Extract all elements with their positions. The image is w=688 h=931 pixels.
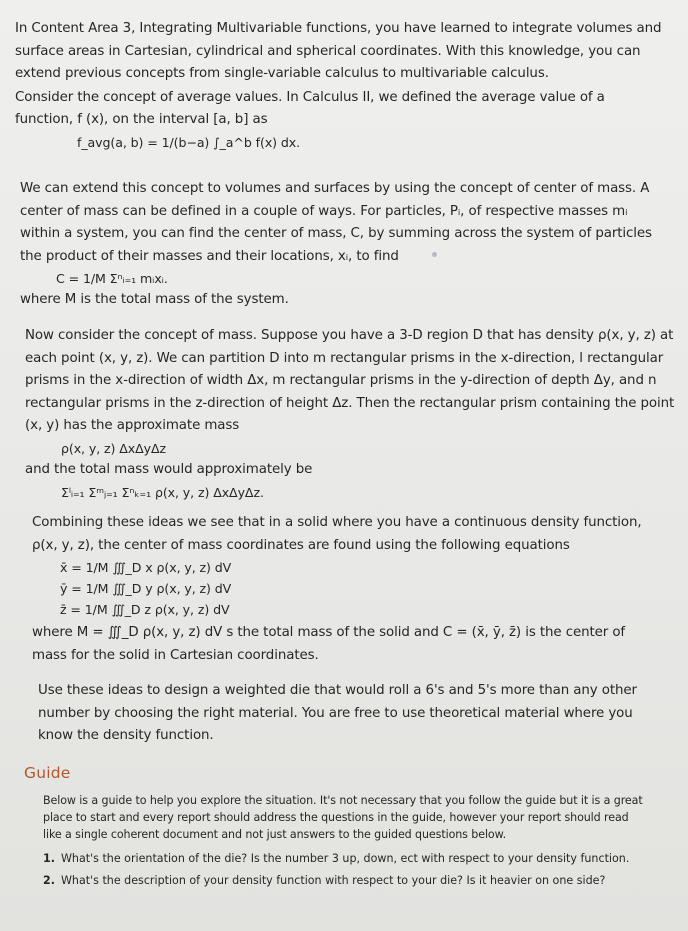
guide-question-number: 2. <box>43 873 55 887</box>
guide-question-2 <box>43 870 648 892</box>
center-of-mass-section <box>20 178 670 312</box>
guide-question-text: What's the orientation of the die? Is the number 3 up, down, ect with respect to your density function. <box>60 851 630 865</box>
task-section <box>38 680 658 748</box>
guide-question-list <box>43 848 648 892</box>
paragraph-total-mass-solid: where M = ∭_D ρ(x, y, z) dV s the total mass of the solid and C = (x̄, ȳ, z̄) is the center of mass for the solid in Cartesian coordinates. <box>32 625 626 663</box>
cursor-mark <box>432 252 437 257</box>
paragraph-center-of-mass: We can extend this concept to volumes and surfaces by using the concept of center of mass. A center of mass can be defined in a couple of ways. For particles, Pᵢ, of respective masses mᵢ within a system, you can find the center of mass, C, by summing across the system of particles the product of their masses and their locations, xᵢ, to find <box>20 181 652 264</box>
guide-heading: Guide <box>24 764 71 782</box>
equation-center-of-mass: C = 1/M Σⁿᵢ₌₁ mᵢxᵢ. <box>56 271 168 287</box>
guide-intro: Below is a guide to help you explore the situation. It's not necessary that you follow the guide but it is a great place to start and every report should address the questions in the guide, however your report should read like a single coherent document and not just answers to the guided questions below. <box>43 794 643 842</box>
guide-question-1 <box>43 848 648 870</box>
paragraph-average-value: Consider the concept of average values. In Calculus II, we defined the average value of a function, f (x), on the interval [a, b] as <box>15 89 605 128</box>
combined-section <box>32 512 662 667</box>
equation-y-bar: ȳ = 1/M ∭_D y ρ(x, y, z) dV <box>60 581 232 597</box>
equation-average-value: f_avg(a, b) = 1/(b−a) ∫_a^b f(x) dx. <box>77 134 301 150</box>
paragraph-combining-ideas: Combining these ideas we see that in a solid where you have a continuous density function, ρ(x, y, z), the center of mass coordinates are found using the following equations <box>32 515 642 553</box>
intro-section <box>15 18 665 153</box>
equation-z-bar: z̄ = 1/M ∭_D z ρ(x, y, z) dV <box>60 602 230 618</box>
guide-section <box>43 792 648 892</box>
guide-question-text: What's the description of your density function with respect to your die? Is it heavier on one side? <box>60 873 606 887</box>
equation-total-mass-sum: Σˡᵢ₌₁ Σᵐⱼ₌₁ Σⁿₖ₌₁ ρ(x, y, z) ΔxΔyΔz. <box>61 484 264 500</box>
equation-x-bar: x̄ = 1/M ∭_D x ρ(x, y, z) dV <box>60 560 232 576</box>
paragraph-total-mass-approx: and the total mass would approximately be <box>25 461 313 477</box>
mass-section <box>25 325 675 503</box>
paragraph-total-mass-definition: where M is the total mass of the system. <box>20 292 289 308</box>
paragraph-mass-concept: Now consider the concept of mass. Suppose you have a 3-D region D that has density ρ(x, y, z) at each point (x, y, z). We can partition D into m rectangular prisms in the x-direction, l rectangular prisms in the x-direction of width Δx, m rectangular prisms in the y-direction of depth Δy, and n rectangular prisms in the z-direction of height Δz. Then the rectangular prism containing the point (x, y) has the approximate mass <box>25 328 675 434</box>
guide-question-number: 1. <box>43 851 55 865</box>
paragraph-intro: In Content Area 3, Integrating Multivariable functions, you have learned to integrate volumes and surface areas in Cartesian, cylindrical and spherical coordinates. With this knowledge, you can extend previous concepts from single-variable calculus to multivariable calculus. <box>15 21 662 82</box>
paragraph-task: Use these ideas to design a weighted die that would roll a 6's and 5's more than any other number by choosing the right material. You are free to use theoretical material where you know the density function. <box>38 683 637 744</box>
equation-prism-mass: ρ(x, y, z) ΔxΔyΔz <box>61 440 167 456</box>
